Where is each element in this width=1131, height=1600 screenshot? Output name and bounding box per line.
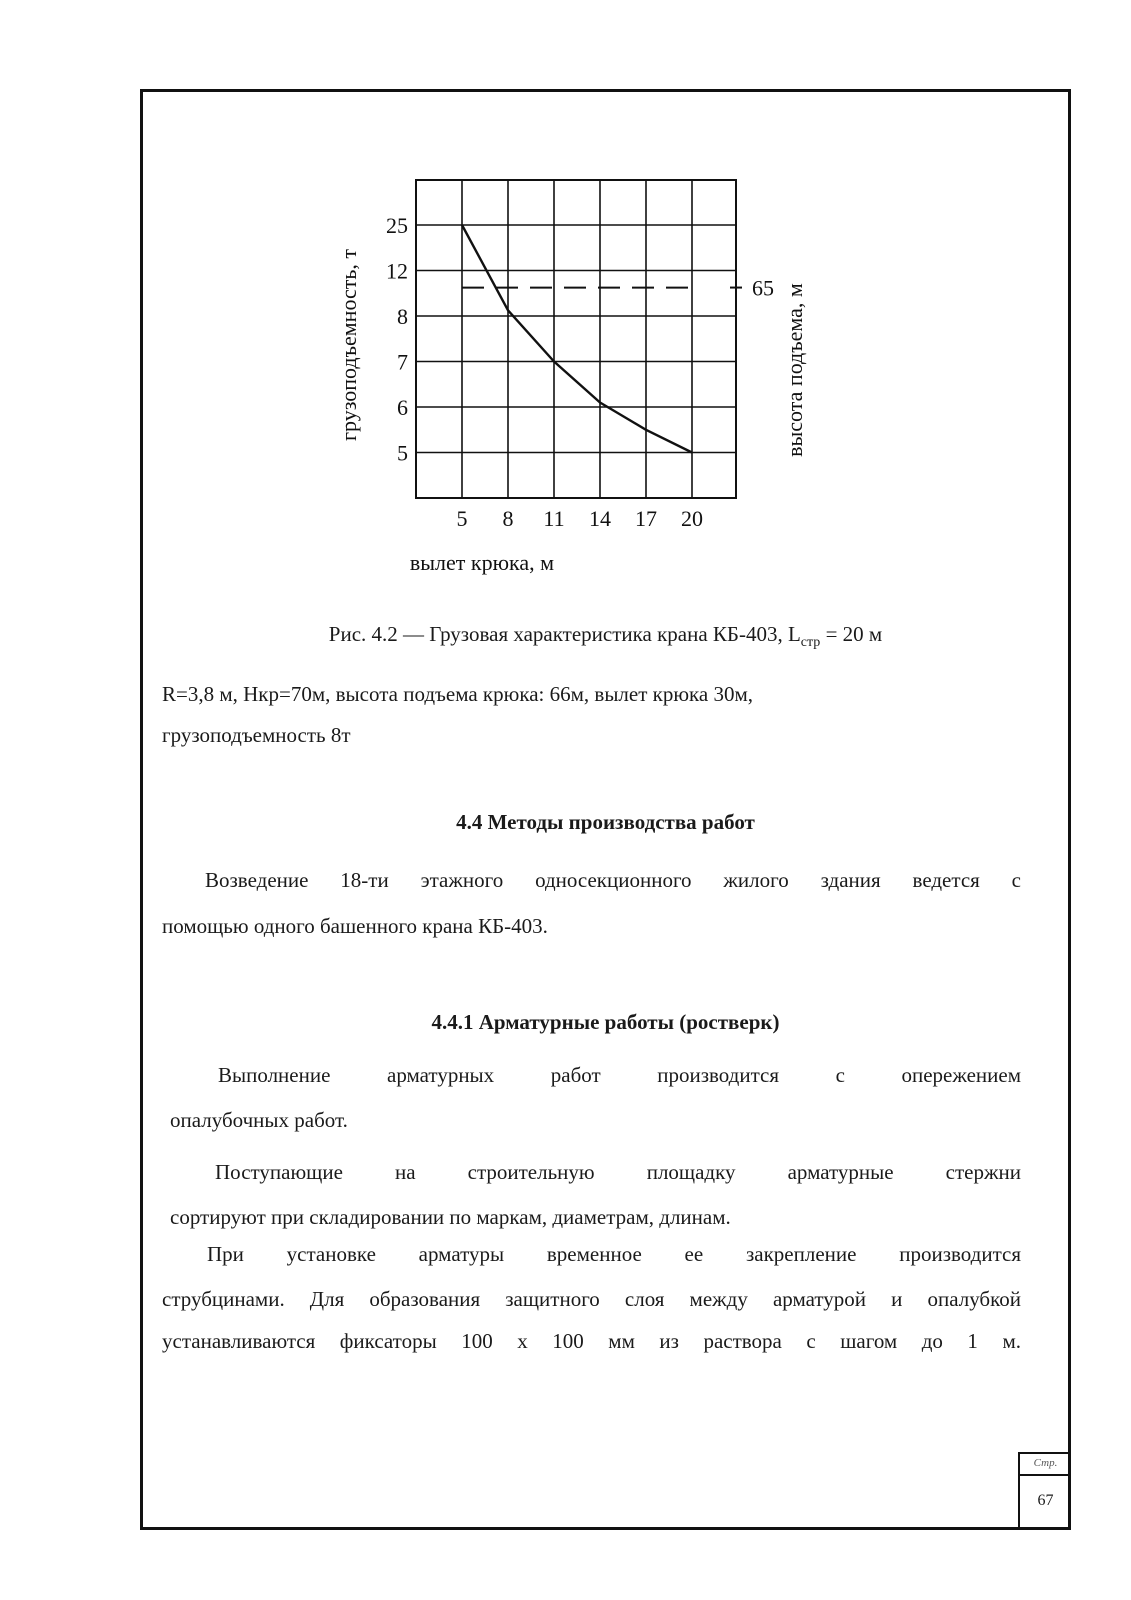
x-tick-label: 14 [589,506,611,531]
caption-subscript: стр [800,635,821,651]
y-tick-label: 5 [397,440,408,466]
p3-line-2: струбцинами. Для образования защитного слоя между арматурой и опалубкой [162,1287,1021,1311]
y-tick-label: 25 [386,213,408,238]
params-line-1: R=3,8 м, Нкр=70м, высота подъема крюка: 66м, вылет крюка 30м, [162,682,754,706]
chart-svg [330,170,850,600]
x-tick-label: 20 [681,506,703,531]
y-axis-label: грузоподъемность, т [336,248,361,442]
x-axis-label: вылет крюка, м [409,550,555,575]
stamp-label: Стр. [1020,1454,1071,1476]
y-tick-label: 8 [397,304,408,329]
y2-axis-label: высота подъема, м [782,283,807,457]
p1-line-1: Выполнение арматурных работ производится с опережением [218,1063,1021,1087]
p3-line-1: При установке арматуры временное ее закрепление производится [207,1242,1021,1266]
y-tick-label: 6 [397,395,408,420]
page-number-stamp [1018,1452,1071,1530]
p2-line-2: сортируют при складировании по маркам, диаметрам, длинам. [170,1205,731,1229]
x-tick-label: 5 [456,506,468,531]
load-capacity-curve [462,225,692,453]
x-tick-label: 17 [635,506,657,531]
section-4-4-1-title: 4.4.1 Арматурные работы (ростверк) [431,1010,780,1034]
page-number: 67 [1037,1492,1054,1509]
params-line-2: грузоподъемность 8т [162,723,351,747]
caption-prefix: Рис. 4.2 — Грузовая характеристика крана КБ-403, L [328,622,801,646]
p2-line-1: Поступающие на строительную площадку арматурные стержни [215,1160,1021,1184]
p1-line-2: опалубочных работ. [170,1108,348,1132]
y-tick-label: 12 [386,258,408,284]
height-line-label: 65 [752,275,774,301]
caption-suffix: = 20 м [820,622,883,646]
s44-para-line-2: помощью одного башенного крана КБ-403. [162,914,548,938]
crane-load-chart [330,170,850,600]
figure-caption [140,622,1071,651]
p3-line-3: устанавливаются фиксаторы 100 х 100 мм из раствора с шагом до 1 м. [162,1329,1021,1353]
y-tick-label: 7 [397,349,408,375]
s44-para-line-1: Возведение 18-ти этажного односекционного жилого здания ведется с [205,868,1021,892]
x-tick-label: 8 [502,506,514,531]
section-4-4-title: 4.4 Методы производства работ [456,810,755,834]
x-tick-label: 11 [543,506,565,531]
